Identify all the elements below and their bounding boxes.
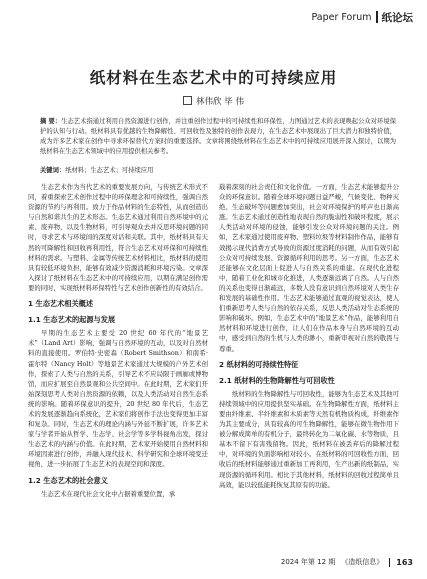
journal-name: 《造纸信息》 <box>341 558 384 566</box>
section-name-cn: 纸论坛 <box>381 11 413 24</box>
section-heading-2-1: 2.1 纸材料的生物降解性与可回收性 <box>219 375 335 385</box>
paragraph-1-2: 生态艺术在现代社会文化中占据着重要位置，承 <box>41 489 176 498</box>
divider <box>389 558 390 567</box>
section-heading-2: 2 纸材料的可持续性特征 <box>219 359 299 369</box>
paragraph-1-2-cont: 载着深刻的社会责任和文化价值。一方面，生态艺术能够提升公众的环保意识。随着全球环境问题日益严峻，气候变化、物种灭绝、生态破坏等问题愈加突出，社会对环境保护的呼声也日渐高涨。生态艺术通过创造性地表现自然的脆弱性和破坏程度，展示人类活动对环境的侵蚀，能够引发公众对环境问题的关注。例如，艺术家通过使用废弃物、塑料垃圾等材料制作作品，能够有效揭示现代消费方式导致的资源过度消耗的问题，从而有效引起公众对可持续发展、资源循环利用的思考。另一方面，生态艺术还能够在文化层面上促进人与自然关系的重建。在现代化进程中，随着工业化和城市化推进，人类逐渐远离了自然。人与自然的关系也变得日渐疏远，多数人没有意识到自然环境对人类生存和发展的基础性作用。生态艺术能够通过直观的视觉表达，使人们重新思考人类与自然的依存关系，反思人类活动对生态系统的影响和破坏。例如，生态艺术中的“地景艺术”作品，能够利用自然材料和环境进行创作，让人们在作品本身与自然环境的互动中，感受到自然的生机与人类的渺小，重新审视对自然的敬畏与尊重。 <box>219 183 399 353</box>
paragraph-2-1: 纸材料的生物降解性与可回收性，能够为生态艺术及其他可持续领域中的应用提供坚实基础。在生物降解性方面，纸材料主要由纤维素、半纤维素和木质素等天然有机物质构成，纤维素作为其主要成分，具有较高的可生物降解性，能够在微生物作用下被分解成简单的有机分子，最终转化为二氧化碳、水等物质，且基本不留下有害残留物。因此，纸材料在被丢弃后的降解过程中，对环境的负面影响相对较小。在纸材料的可回收性方面，回收后的纸材料能够通过重新加工再利用，生产出新的纸制品，实现资源的循环利用。相比于其他材料，纸材料的回收过程简单且高效，能以较低能耗恢复其原有的功能。 <box>219 389 399 489</box>
intro-paragraph: 生态艺术作为当代艺术的重要发展方向，与传统艺术形式不同，着重探索艺术创作过程中的环保理念和可持续性，强调自然资源的节约与再利用。致力于作品材料的生态特性，从而创造出与自然和谐共生的艺术形态。生态艺术通过利用自然环境中的元素、废弃物，以及生物材料，可引导观众去并反思环境问题的同时，寻求艺术与环境间的深度对话和关联。其中，纸材料具有天然的可降解性和回收再利用性，符合生态艺术对环保和可持续性材料的需求。与塑料、金属等传统艺术材料相比，纸材料的使用具有较低环境负担，能够有效减少资源消耗和环境污染。文章深入探讨了纸材料在生态艺术中的可持续应用，以期在满足创作需要的同时，实现纸材料环保特性与艺术创作创新性的有效结合。 <box>28 183 208 292</box>
section-heading-1: 1 生态艺术相关概述 <box>28 299 94 309</box>
divider <box>376 11 378 23</box>
abstract-text: 生态艺术指通过利用自然资源进行创作，并注重创作过程中的可持续性和环保性，力图通过艺术的表现唤起公众对环境保护的认知与行动。纸材料具有优越的生物降解性、可回收性及独特的创作表现力，在生态艺术中展现出了巨大潜力和独特价值，成为许多艺术家在创作中寻求环保替代方案时的重要选择。文章将围绕纸材料在生态艺术中的可持续应用展开深入探讨，以期为纸材料在生态艺术领域中的应用提供相关参考。 <box>40 118 396 155</box>
author-names: 林伟欣 毕 伟 <box>196 97 244 107</box>
section-name-en: Paper Forum <box>311 11 372 23</box>
issue-date: 2024 年第 12 期 <box>280 558 336 566</box>
article-authors <box>0 95 427 107</box>
page-footer <box>281 557 413 567</box>
author-marker-icon <box>183 96 192 105</box>
keywords-label: 关键词： <box>40 167 66 174</box>
paragraph-1-1: 早期的生态艺术主要受 20 世纪 60 年代的“地景艺术”（Land Art）影响，强调与自然环境的互动，以及对自然材料的直接使用。罗伯特·史密森（Robert Smithson）和南希·霍尔特（Nancy Holt）等地景艺术家通过大规模的户外艺术创作，探索了人类与自然的关系，引导艺术不应局限于画廊或博物馆，而应扩展至自然景观和公共空间中。在此时期，艺术家们开始深刻思考人类对自然资源的依赖，以及人类活动对自然生态系统的影响。随着环保意识的提升，20 世纪 80 年代后，生态艺术的发展逐渐趋向系统化，艺术家们将创作手法也变得更加丰富和复杂。同时，生态艺术的理论内涵与外延不断扩展，许多艺术家与学者开始从哲学、生态学、社会学等多学科视角出发，探讨生态艺术的内涵与价值。在此时期，艺术家开始使用自然材料和环境因素进行创作，并融入现代技术、科学研究和全球环境变迁视角，进一步拓展了生态艺术的表现空间和深度。 <box>28 329 208 469</box>
keywords <box>40 165 396 174</box>
abstract <box>40 117 396 157</box>
left-column <box>28 182 208 499</box>
abstract-label: 摘 要： <box>40 118 62 125</box>
page-number: 163 <box>396 557 413 567</box>
page-header <box>0 8 427 26</box>
section-heading-1-1: 1.1 生态艺术的起源与发展 <box>28 315 116 325</box>
right-column <box>219 182 399 490</box>
article-title: 纸材料在生态艺术中的可持续应用 <box>89 68 338 87</box>
journal-section-label <box>311 8 413 26</box>
section-heading-1-2: 1.2 生态艺术的社会意义 <box>28 475 108 485</box>
keywords-text: 纸材料；生态艺术；可持续应用 <box>65 167 154 174</box>
